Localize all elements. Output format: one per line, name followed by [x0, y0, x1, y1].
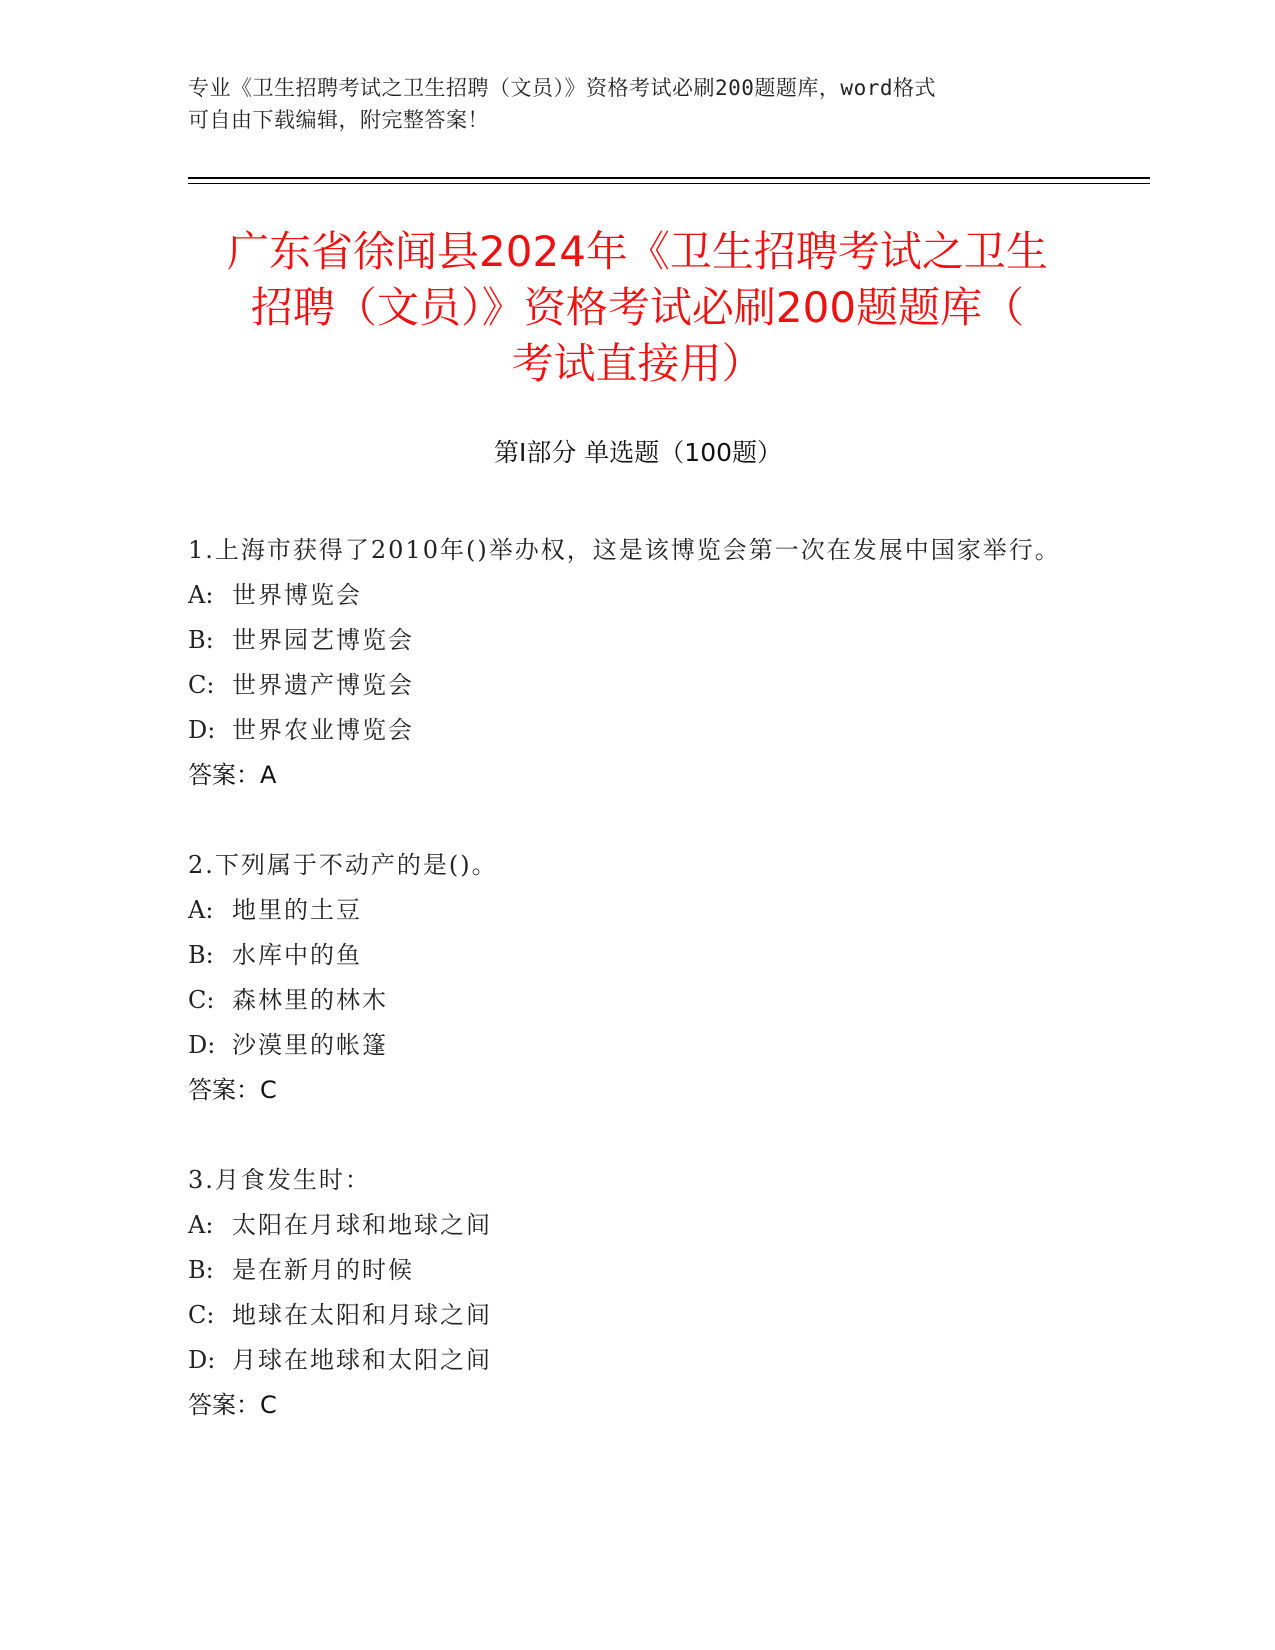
header-divider-thin	[188, 183, 1150, 184]
question-1	[188, 528, 1088, 798]
option-c	[188, 1293, 1088, 1338]
answer-line: 答案：A	[188, 761, 277, 789]
option-text: 世界农业博览会	[232, 716, 414, 744]
question-stem: 1.上海市获得了2010年()举办权，这是该博览会第一次在发展中国家举行。	[188, 536, 1061, 564]
question-stem: 2.下列属于不动产的是()。	[188, 851, 498, 879]
header-note-line-1: 专业《卫生招聘考试之卫生招聘（文员）》资格考试必刷200题题库，word格式	[188, 76, 936, 100]
answer-line: 答案：C	[188, 1076, 277, 1104]
option-b	[188, 933, 1088, 978]
option-letter: B:	[188, 941, 214, 969]
option-text: 月球在地球和太阳之间	[232, 1346, 492, 1374]
option-text: 水库中的鱼	[232, 941, 362, 969]
option-text: 森林里的林木	[232, 986, 388, 1014]
option-text: 是在新月的时候	[232, 1256, 414, 1284]
option-text: 世界博览会	[232, 581, 362, 609]
option-a	[188, 1203, 1088, 1248]
option-letter: D:	[188, 1346, 216, 1374]
question-3	[188, 1158, 1088, 1428]
option-text: 太阳在月球和地球之间	[232, 1211, 492, 1239]
section-title: 第Ⅰ部分 单选题（100题）	[493, 438, 783, 467]
option-text: 世界遗产博览会	[232, 671, 414, 699]
option-letter: D:	[188, 1031, 216, 1059]
document-title-line-2: 招聘（文员）》资格考试必刷200题题库（	[250, 283, 1025, 332]
document-title	[170, 224, 1105, 392]
option-letter: A:	[188, 896, 214, 924]
header-note	[188, 72, 1068, 136]
option-letter: B:	[188, 626, 214, 654]
option-a	[188, 888, 1088, 933]
option-b	[188, 618, 1088, 663]
option-letter: B:	[188, 1256, 214, 1284]
option-letter: A:	[188, 1211, 214, 1239]
option-text: 地里的土豆	[232, 896, 362, 924]
option-letter: C:	[188, 986, 215, 1014]
question-stem: 3.月食发生时：	[188, 1166, 371, 1194]
option-letter: C:	[188, 671, 215, 699]
question-2	[188, 843, 1088, 1113]
option-d	[188, 1338, 1088, 1383]
document-title-line-1: 广东省徐闻县2024年《卫生招聘考试之卫生	[227, 227, 1048, 276]
option-c	[188, 978, 1088, 1023]
header-note-line-2: 可自由下载编辑，附完整答案！	[188, 108, 489, 132]
header-divider-thick	[188, 177, 1150, 179]
option-text: 地球在太阳和月球之间	[232, 1301, 492, 1329]
option-b	[188, 1248, 1088, 1293]
option-d	[188, 1023, 1088, 1068]
answer-line: 答案：C	[188, 1391, 277, 1419]
option-c	[188, 663, 1088, 708]
option-letter: A:	[188, 581, 214, 609]
document-title-line-3: 考试直接用）	[511, 339, 764, 388]
option-letter: D:	[188, 716, 216, 744]
option-text: 世界园艺博览会	[232, 626, 414, 654]
option-a	[188, 573, 1088, 618]
option-letter: C:	[188, 1301, 215, 1329]
question-list	[188, 528, 1088, 1473]
option-d	[188, 708, 1088, 753]
option-text: 沙漠里的帐篷	[232, 1031, 388, 1059]
